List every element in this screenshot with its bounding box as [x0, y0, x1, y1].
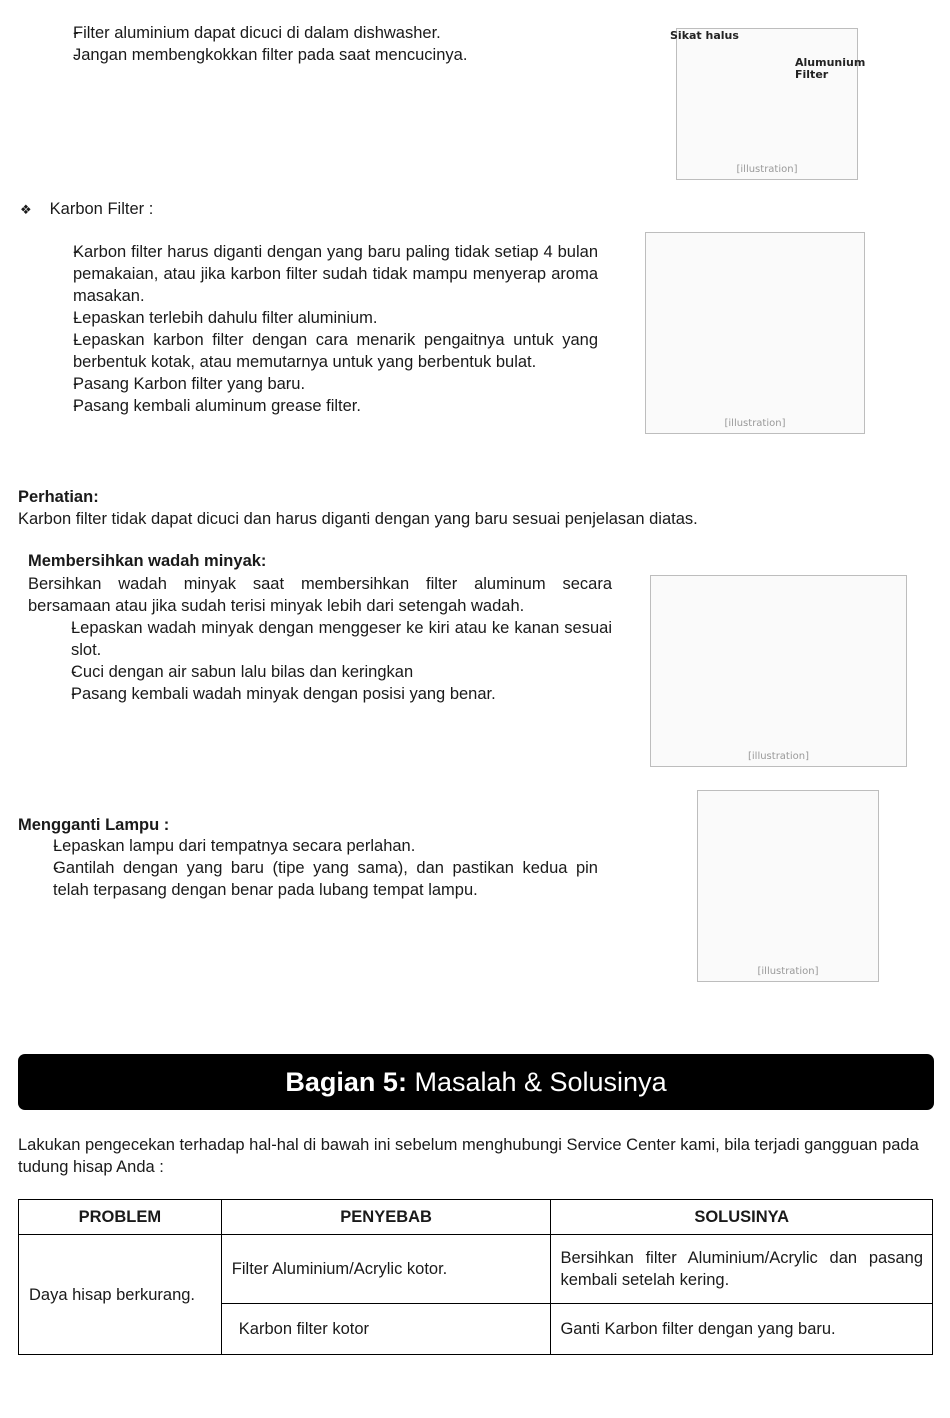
diamond-bullet-icon: ❖: [20, 202, 32, 217]
filter-label: Alumunium Filter: [795, 56, 866, 81]
list-item: - Lepaskan wadah minyak dengan menggeser ke kiri atau ke kanan sesuai slot.: [45, 617, 612, 661]
karbon-filter-heading: ❖ Karbon Filter :: [20, 200, 154, 218]
wadah-list: [45, 617, 612, 705]
perhatian-heading: Perhatian:: [18, 488, 99, 506]
table-row: [19, 1235, 933, 1304]
wadah-intro: Bersihkan wadah minyak saat membersihkan filter aluminum secara bersamaan atau jika sudah terisi minyak lebih dari setengah wadah.: [28, 575, 612, 615]
column-header: PENYEBAB: [221, 1200, 551, 1235]
column-header: SOLUSINYA: [551, 1200, 933, 1235]
list-item: - Lepaskan karbon filter dengan cara menarik pengaitnya untuk yang berbentuk kotak, atau memutarnya untuk yang berbentuk bulat.: [38, 329, 598, 373]
section-banner: Bagian 5: Masalah & Solusinya: [18, 1054, 934, 1110]
carbon-filter-removal-illustration: [illustration]: [645, 232, 865, 434]
list-item: - Pasang kembali wadah minyak dengan posisi yang benar.: [45, 683, 612, 705]
list-item: - Karbon filter harus diganti dengan yang baru paling tidak setiap 4 bulan pemakaian, atau jika karbon filter sudah tidak mampu menyerap aroma masakan.: [38, 241, 598, 307]
cause-cell: Filter Aluminium/Acrylic kotor.: [221, 1235, 551, 1304]
list-item: - Gantilah dengan yang baru (tipe yang sama), dan pastikan kedua pin telah terpasang dengan benar pada lubang tempat lampu.: [18, 857, 598, 901]
solution-cell: Bersihkan filter Aluminium/Acrylic dan pasang kembali setelah kering.: [551, 1235, 933, 1304]
solution-cell: Ganti Karbon filter dengan yang baru.: [551, 1304, 933, 1355]
filter-washing-illustration: [illustration]: [676, 28, 858, 180]
lamp-replacement-illustration: [illustration]: [697, 790, 879, 982]
troubleshooting-table: [18, 1199, 933, 1355]
list-item: - Pasang kembali aluminum grease filter.: [38, 395, 598, 417]
list-item: - Lepaskan terlebih dahulu filter aluminium.: [38, 307, 598, 329]
list-item: - Filter aluminium dapat dicuci di dalam dishwasher.: [38, 22, 638, 44]
list-item: - Lepaskan lampu dari tempatnya secara perlahan.: [18, 835, 598, 857]
brush-label: Sikat halus: [670, 29, 739, 42]
lampu-list: [18, 835, 598, 901]
cause-cell: Karbon filter kotor: [221, 1304, 551, 1355]
grease-tray-removal-illustration: [illustration]: [650, 575, 907, 767]
aluminium-filter-tips: [38, 22, 638, 66]
list-item: - Pasang Karbon filter yang baru.: [38, 373, 598, 395]
wadah-heading: Membersihkan wadah minyak:: [28, 552, 267, 570]
perhatian-text: Karbon filter tidak dapat dicuci dan harus diganti dengan yang baru sesuai penjelasan diatas.: [18, 510, 698, 528]
problem-cell: Daya hisap berkurang.: [19, 1235, 222, 1355]
list-item: - Cuci dengan air sabun lalu bilas dan keringkan: [45, 661, 612, 683]
column-header: PROBLEM: [19, 1200, 222, 1235]
lampu-heading: Mengganti Lampu :: [18, 816, 170, 834]
karbon-filter-list: [38, 241, 598, 417]
list-item: - Jangan membengkokkan filter pada saat mencucinya.: [38, 44, 638, 66]
table-header-row: [19, 1200, 933, 1235]
section-intro: Lakukan pengecekan terhadap hal-hal di bawah ini sebelum menghubungi Service Center kami, bila terjadi gangguan pada tudung hisap Anda :: [18, 1136, 919, 1176]
